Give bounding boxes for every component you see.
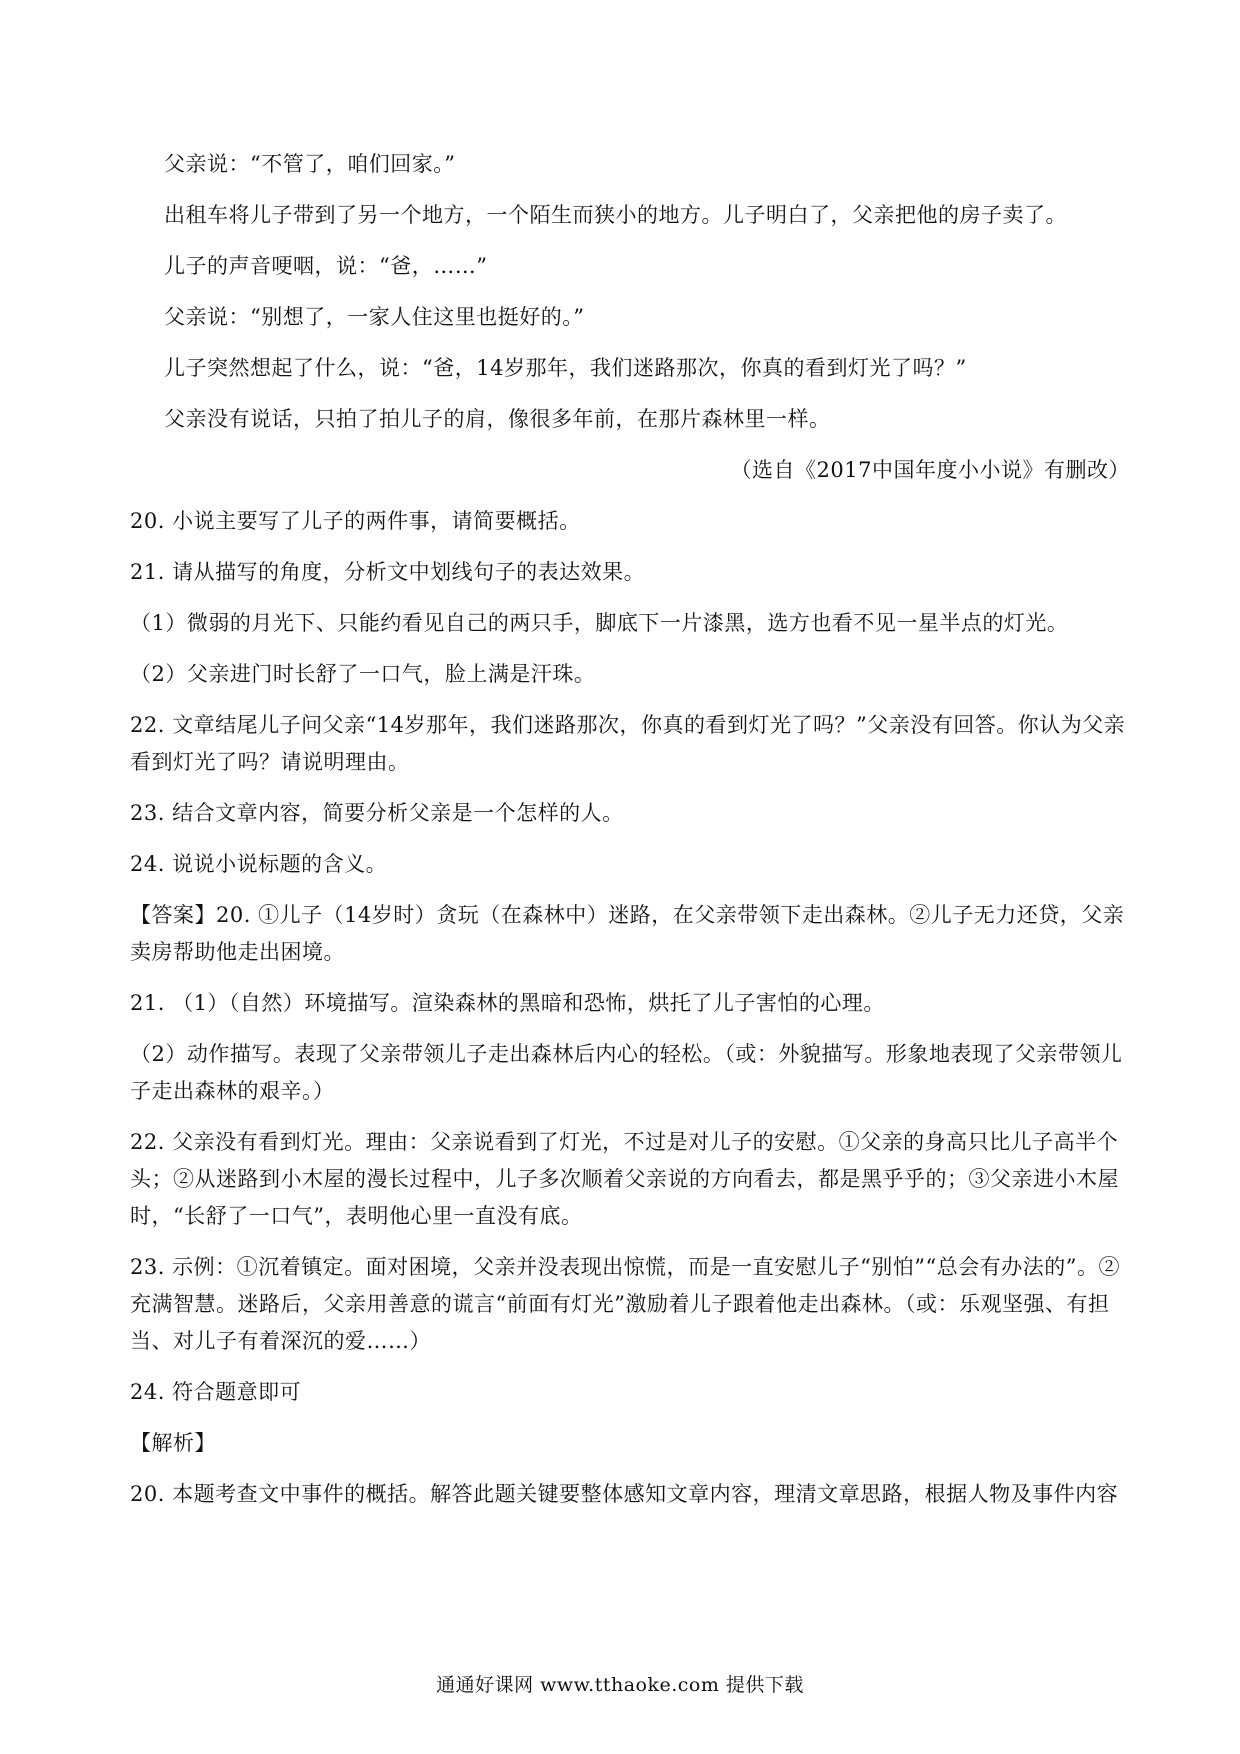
story-paragraph: 父亲说：“别想了，一家人住这里也挺好的。” [164, 305, 585, 329]
analysis-heading: 【解析】 [130, 1431, 216, 1455]
question-21: 21. 请从描写的角度，分析文中划线句子的表达效果。 [130, 560, 646, 584]
story-paragraph: 父亲说：“不管了，咱们回家。” [164, 152, 456, 176]
question-24: 24. 说说小说标题的含义。 [130, 852, 388, 876]
question-23: 23. 结合文章内容，简要分析父亲是一个怎样的人。 [130, 801, 624, 825]
answer-21-part-1: 21. （1）（自然）环境描写。渲染森林的黑暗和恐怖，烘托了儿子害怕的心理。 [130, 991, 885, 1015]
source-citation: （选自《2017中国年度小小说》有删改） [730, 458, 1130, 482]
question-21-part-2: （2）父亲进门时长舒了一口气，脸上满是汗珠。 [130, 662, 596, 686]
answer-22: 22. 父亲没有看到灯光。理由：父亲说看到了灯光，不过是对儿子的安慰。①父亲的身高只比儿子高半个头；②从迷路到小木屋的漫长过程中，儿子多次顺着父亲说的方向看去，都是黑乎乎的；③父亲进小木屋时，“长舒了一口气”，表明他心里一直没有底。 [130, 1130, 1119, 1228]
page-footer: 通通好课网 www.tthaoke.com 提供下载 [436, 1674, 804, 1696]
answer-20: 【答案】20. ①儿子（14岁时）贪玩（在森林中）迷路，在父亲带领下走出森林。②儿子无力还贷，父亲卖房帮助他走出困境。 [130, 903, 1125, 964]
story-paragraph: 儿子突然想起了什么，说：“爸，14岁那年，我们迷路那次，你真的看到灯光了吗？” [164, 356, 967, 380]
document-body [130, 146, 1130, 1527]
question-20: 20. 小说主要写了儿子的两件事，请简要概括。 [130, 509, 581, 533]
answer-24: 24. 符合题意即可 [130, 1380, 302, 1404]
answer-21-part-2: （2）动作描写。表现了父亲带领儿子走出森林后内心的轻松。（或：外貌描写。形象地表现了父亲带领儿子走出森林的艰辛。） [130, 1042, 1123, 1103]
analysis-20: 20. 本题考查文中事件的概括。解答此题关键要整体感知文章内容，理清文章思路，根据人物及事件内容 [130, 1482, 1119, 1506]
story-paragraph: 父亲没有说话，只拍了拍儿子的肩，像很多年前，在那片森林里一样。 [164, 407, 831, 431]
answer-23: 23. 示例：①沉着镇定。面对困境，父亲并没表现出惊慌，而是一直安慰儿子“别怕”“总会有办法的”。②充满智慧。迷路后，父亲用善意的谎言“前面有灯光”激励着儿子跟着他走出森林。（或：乐观坚强、有担当、对儿子有着深沉的爱……） [130, 1255, 1121, 1353]
question-22: 22. 文章结尾儿子问父亲“14岁那年，我们迷路那次，你真的看到灯光了吗？”父亲没有回答。你认为父亲看到灯光了吗？请说明理由。 [130, 713, 1126, 774]
story-paragraph: 出租车将儿子带到了另一个地方，一个陌生而狭小的地方。儿子明白了，父亲把他的房子卖了。 [164, 203, 1067, 227]
question-21-part-1: （1）微弱的月光下、只能约看见自己的两只手，脚底下一片漆黑，选方也看不见一星半点的灯光。 [130, 611, 1069, 635]
story-paragraph: 儿子的声音哽咽，说：“爸，……” [164, 254, 488, 278]
